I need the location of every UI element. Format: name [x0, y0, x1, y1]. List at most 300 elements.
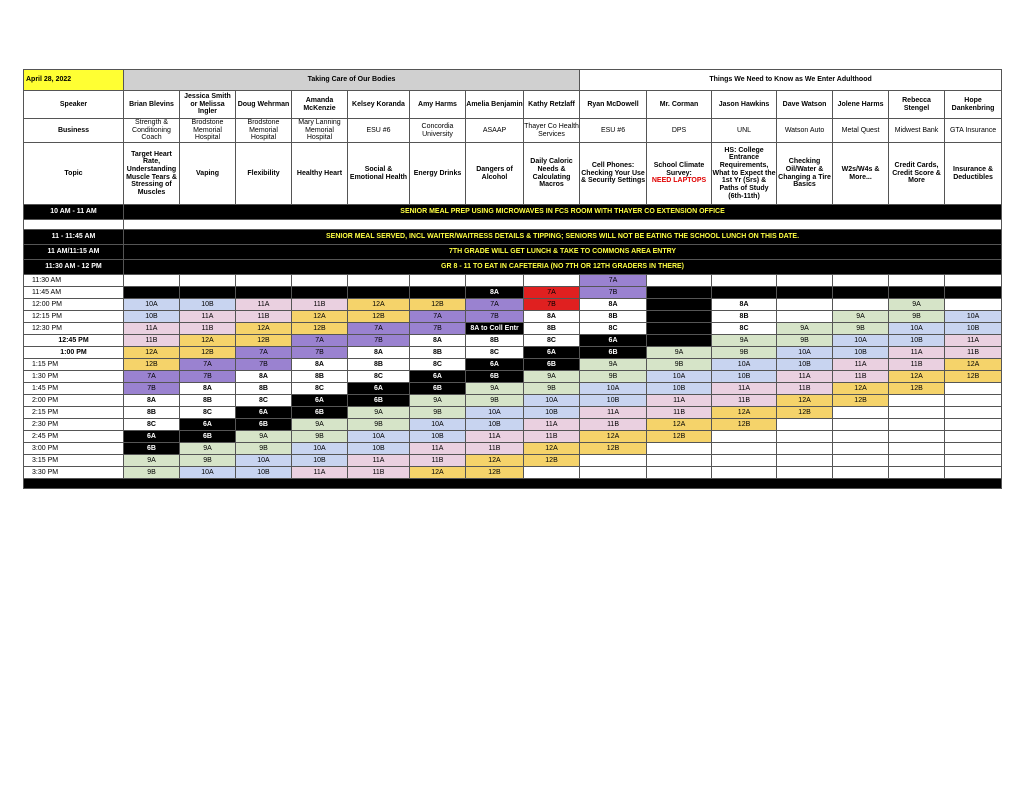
- schedule-cell: 7B: [410, 323, 466, 335]
- topic-label: W2s/W4s & More...: [841, 165, 880, 181]
- schedule-cell: 12A: [889, 371, 945, 383]
- schedule-cell: 6A: [466, 359, 524, 371]
- section-title-bodies: Taking Care of Our Bodies: [124, 70, 580, 91]
- schedule-cell: [712, 443, 777, 455]
- schedule-cell: 11B: [410, 455, 466, 467]
- schedule-cell: [945, 443, 1002, 455]
- schedule-cell: 9A: [647, 347, 712, 359]
- schedule-cell: 7A: [236, 347, 292, 359]
- topic-label: Credit Cards, Credit Score & More: [892, 162, 941, 185]
- schedule-cell: 12A: [647, 419, 712, 431]
- time-slot: 11:30 AM: [24, 275, 124, 287]
- speaker-name: Amelia Benjamin: [466, 91, 524, 119]
- schedule-cell: [777, 455, 833, 467]
- schedule-cell: 8C: [410, 359, 466, 371]
- schedule-cell: 8B: [180, 395, 236, 407]
- schedule-cell: [945, 407, 1002, 419]
- schedule-cell: 11A: [712, 383, 777, 395]
- schedule-cell: 10B: [580, 395, 647, 407]
- speaker-name: Amy Harms: [410, 91, 466, 119]
- schedule-cell: [647, 455, 712, 467]
- schedule-cell: 8B: [524, 323, 580, 335]
- business-name: ESU #6: [580, 119, 647, 143]
- schedule-cell: 12A: [466, 455, 524, 467]
- schedule-cell: 8A: [580, 299, 647, 311]
- schedule-cell: [889, 419, 945, 431]
- schedule-cell: 12A: [945, 359, 1002, 371]
- topic-text: [777, 143, 833, 205]
- schedule-cell: [833, 419, 889, 431]
- schedule-cell: 9B: [712, 347, 777, 359]
- banner-text-3: 7TH GRADE WILL GET LUNCH & TAKE TO COMMONS AREA ENTRY: [124, 245, 1002, 260]
- schedule-cell: [124, 287, 180, 299]
- time-slot: 1:45 PM: [24, 383, 124, 395]
- schedule-cell: 6B: [466, 371, 524, 383]
- business-name: UNL: [712, 119, 777, 143]
- schedule-cell: 12B: [945, 371, 1002, 383]
- schedule-cell: 10B: [889, 335, 945, 347]
- schedule-cell: 11B: [647, 407, 712, 419]
- schedule-cell: 8C: [348, 371, 410, 383]
- schedule-cell: [647, 443, 712, 455]
- topic-text: [124, 143, 180, 205]
- schedule-cell: 6B: [524, 359, 580, 371]
- schedule-cell: 12B: [889, 383, 945, 395]
- schedule-cell: 10B: [236, 467, 292, 479]
- schedule-cell: 11B: [466, 443, 524, 455]
- banner-time-2: 11 - 11:45 AM: [24, 230, 124, 245]
- time-slot: 12:45 PM: [24, 335, 124, 347]
- time-slot: 2:30 PM: [24, 419, 124, 431]
- schedule-cell: 9B: [647, 359, 712, 371]
- schedule-cell: 9B: [292, 431, 348, 443]
- schedule-cell: 8C: [124, 419, 180, 431]
- business-name: Watson Auto: [777, 119, 833, 143]
- schedule-cell: [945, 395, 1002, 407]
- schedule-cell: 11B: [236, 311, 292, 323]
- schedule-cell: [945, 467, 1002, 479]
- banner-text-4: GR 8 - 11 TO EAT IN CAFETERIA (NO 7TH OR 12TH GRADERS IN THERE): [124, 260, 1002, 275]
- time-slot: 11:45 AM: [24, 287, 124, 299]
- speaker-name: Dave Watson: [777, 91, 833, 119]
- schedule-cell: [889, 275, 945, 287]
- business-name: Brodstone Memorial Hospital: [236, 119, 292, 143]
- speaker-row-label: Speaker: [24, 91, 124, 119]
- schedule-cell: 7B: [292, 347, 348, 359]
- schedule-cell: [945, 431, 1002, 443]
- schedule-cell: 10B: [410, 431, 466, 443]
- schedule-cell: 7A: [124, 371, 180, 383]
- schedule-cell: [466, 275, 524, 287]
- speaker-name: Brian Blevins: [124, 91, 180, 119]
- topic-text: [524, 143, 580, 205]
- table-row: [24, 419, 1002, 431]
- schedule-cell: 8A: [524, 311, 580, 323]
- topic-text: [292, 143, 348, 205]
- topic-text: [945, 143, 1002, 205]
- schedule-cell: [833, 299, 889, 311]
- schedule-cell: [180, 287, 236, 299]
- schedule-cell: 10A: [524, 395, 580, 407]
- schedule-cell: 12B: [180, 347, 236, 359]
- schedule-cell: 10B: [180, 299, 236, 311]
- schedule-cell: 8A: [292, 359, 348, 371]
- table-row: [24, 347, 1002, 359]
- schedule-cell: [712, 287, 777, 299]
- schedule-cell: 6B: [348, 395, 410, 407]
- schedule-cell: [777, 299, 833, 311]
- schedule-cell: [833, 287, 889, 299]
- schedule-cell: 7A: [292, 335, 348, 347]
- schedule-cell: 10B: [292, 455, 348, 467]
- schedule-cell: 6A: [348, 383, 410, 395]
- schedule-cell: 8A: [124, 395, 180, 407]
- schedule-cell: 9A: [524, 371, 580, 383]
- schedule-cell: [945, 455, 1002, 467]
- schedule-cell: [236, 287, 292, 299]
- banner-time-1: 10 AM - 11 AM: [24, 205, 124, 220]
- schedule-cell: 6B: [580, 347, 647, 359]
- schedule-cell: 8A: [348, 347, 410, 359]
- schedule-cell: 9A: [466, 383, 524, 395]
- schedule-cell: 11B: [833, 371, 889, 383]
- schedule-cell: 10A: [180, 467, 236, 479]
- speaker-name: Kelsey Koranda: [348, 91, 410, 119]
- schedule-cell: [712, 431, 777, 443]
- schedule-cell: 11A: [777, 371, 833, 383]
- schedule-cell: 9A: [180, 443, 236, 455]
- schedule-cell: 11A: [410, 443, 466, 455]
- schedule-cell: 8A: [410, 335, 466, 347]
- schedule-cell: 12A: [580, 431, 647, 443]
- schedule-cell: 10B: [945, 323, 1002, 335]
- time-slot: 2:00 PM: [24, 395, 124, 407]
- schedule-cell: [945, 419, 1002, 431]
- schedule-cell: 9A: [833, 311, 889, 323]
- schedule-cell: 8B: [466, 335, 524, 347]
- time-slot: 3:00 PM: [24, 443, 124, 455]
- schedule-cell: [647, 335, 712, 347]
- schedule-cell: 6A: [236, 407, 292, 419]
- schedule-cell: [524, 275, 580, 287]
- schedule-cell: 12A: [292, 311, 348, 323]
- schedule-cell: 8C: [236, 395, 292, 407]
- schedule-cell: 10A: [292, 443, 348, 455]
- schedule-cell: 9B: [466, 395, 524, 407]
- topic-text: [833, 143, 889, 205]
- gap-cell: [24, 220, 124, 230]
- business-name: ESU #6: [348, 119, 410, 143]
- time-slot: 12:00 PM: [24, 299, 124, 311]
- schedule-cell: 6A: [580, 335, 647, 347]
- time-slot: 1:30 PM: [24, 371, 124, 383]
- schedule-cell: [889, 395, 945, 407]
- schedule-cell: 8A: [712, 299, 777, 311]
- schedule-cell: 12A: [180, 335, 236, 347]
- gap-cell: [124, 220, 1002, 230]
- topic-text: [466, 143, 524, 205]
- schedule-cell: [833, 431, 889, 443]
- schedule-cell: 10A: [348, 431, 410, 443]
- schedule-cell: 12B: [833, 395, 889, 407]
- schedule-cell: 11A: [348, 455, 410, 467]
- schedule-cell: 6A: [292, 395, 348, 407]
- speaker-name: Mr. Corman: [647, 91, 712, 119]
- schedule-cell: 12A: [236, 323, 292, 335]
- topic-label: Energy Drinks: [413, 169, 462, 177]
- schedule-cell: 11A: [466, 431, 524, 443]
- schedule-cell: 12A: [833, 383, 889, 395]
- schedule-cell: 7A: [580, 275, 647, 287]
- schedule-table: [23, 69, 1002, 489]
- topic-text: [180, 143, 236, 205]
- schedule-cell: 11B: [777, 383, 833, 395]
- schedule-cell: [889, 431, 945, 443]
- schedule-cell: 10A: [833, 335, 889, 347]
- banner-text-2: SENIOR MEAL SERVED, INCL WAITER/WAITRESS DETAILS & TIPPING; SENIORS WILL NOT BE EATING THE SCHOOL LUNCH ON THIS DATE.: [124, 230, 1002, 245]
- schedule-cell: [945, 299, 1002, 311]
- time-slot: 3:15 PM: [24, 455, 124, 467]
- schedule-cell: 11A: [833, 359, 889, 371]
- schedule-cell: 11B: [348, 467, 410, 479]
- schedule-cell: 6B: [180, 431, 236, 443]
- table-row: [24, 467, 1002, 479]
- schedule-cell: 6A: [180, 419, 236, 431]
- schedule-cell: [647, 323, 712, 335]
- schedule-cell: 9A: [889, 299, 945, 311]
- schedule-cell: 10A: [236, 455, 292, 467]
- schedule-cell: 8C: [524, 335, 580, 347]
- schedule-cell: 8C: [580, 323, 647, 335]
- table-row: [24, 311, 1002, 323]
- topic-text: [712, 143, 777, 205]
- time-slot: 1:00 PM: [24, 347, 124, 359]
- schedule-cell: 11A: [647, 395, 712, 407]
- schedule-cell: 8C: [292, 383, 348, 395]
- table-row: [24, 359, 1002, 371]
- schedule-cell: 8A: [466, 287, 524, 299]
- schedule-cell: [833, 443, 889, 455]
- schedule-cell: 10B: [833, 347, 889, 359]
- schedule-cell: 10A: [647, 371, 712, 383]
- business-name: DPS: [647, 119, 712, 143]
- topic-label: School Climate Survey:: [653, 162, 705, 177]
- schedule-cell: 12B: [647, 431, 712, 443]
- schedule-cell: 11A: [524, 419, 580, 431]
- schedule-cell: [777, 419, 833, 431]
- business-name: ASAAP: [466, 119, 524, 143]
- time-slot: 2:15 PM: [24, 407, 124, 419]
- schedule-cell: 11B: [124, 335, 180, 347]
- schedule-cell: 8C: [180, 407, 236, 419]
- table-row: [24, 455, 1002, 467]
- schedule-cell: [889, 287, 945, 299]
- schedule-cell: 11B: [889, 359, 945, 371]
- topic-label: Insurance & Deductibles: [953, 165, 994, 181]
- table-row: [24, 443, 1002, 455]
- schedule-cell: 8A: [180, 383, 236, 395]
- table-row: [24, 371, 1002, 383]
- topic-note: NEED LAPTOPS: [651, 177, 707, 185]
- schedule-cell: 8B: [348, 359, 410, 371]
- table-row: [24, 323, 1002, 335]
- schedule-cell: 7B: [124, 383, 180, 395]
- topic-label: Cell Phones: Checking Your Use & Security Settings: [580, 162, 646, 185]
- schedule-cell: 12A: [348, 299, 410, 311]
- speaker-name: Amanda McKenzie: [292, 91, 348, 119]
- topic-label: Social & Emotional Health: [349, 165, 408, 181]
- topic-label: Dangers of Alcohol: [476, 165, 513, 181]
- schedule-cell: 12A: [712, 407, 777, 419]
- schedule-cell: [292, 287, 348, 299]
- schedule-cell: [889, 455, 945, 467]
- time-slot: 12:15 PM: [24, 311, 124, 323]
- topic-text: [889, 143, 945, 205]
- table-row: [24, 335, 1002, 347]
- schedule-cell: 11A: [292, 467, 348, 479]
- schedule-cell: 10A: [712, 359, 777, 371]
- topic-label: Daily Caloric Needs & Calculating Macros: [530, 158, 573, 189]
- schedule-cell: 9B: [777, 335, 833, 347]
- schedule-cell: [410, 287, 466, 299]
- schedule-cell: 11B: [292, 299, 348, 311]
- speaker-name: Hope Dankenbring: [945, 91, 1002, 119]
- schedule-cell: 8C: [466, 347, 524, 359]
- schedule-cell: 12B: [236, 335, 292, 347]
- table-row: [24, 431, 1002, 443]
- schedule-cell: [647, 311, 712, 323]
- schedule-cell: 10B: [524, 407, 580, 419]
- topic-text: [348, 143, 410, 205]
- schedule-cell: 7B: [348, 335, 410, 347]
- schedule-cell: 12A: [524, 443, 580, 455]
- schedule-cell: [712, 467, 777, 479]
- schedule-cell: 11A: [889, 347, 945, 359]
- schedule-cell: [945, 287, 1002, 299]
- schedule-cell: 6B: [124, 443, 180, 455]
- schedule-cell: 7B: [236, 359, 292, 371]
- banner-text-1: SENIOR MEAL PREP USING MICROWAVES IN FCS ROOM WITH THAYER CO EXTENSION OFFICE: [124, 205, 1002, 220]
- schedule-cell: 12B: [348, 311, 410, 323]
- schedule-cell: 10B: [348, 443, 410, 455]
- table-row: [24, 383, 1002, 395]
- schedule-cell: 10B: [466, 419, 524, 431]
- schedule-cell: [777, 275, 833, 287]
- schedule-cell: 8B: [236, 383, 292, 395]
- schedule-cell: [889, 443, 945, 455]
- schedule-cell: 12B: [580, 443, 647, 455]
- business-name: Metal Quest: [833, 119, 889, 143]
- schedule-cell: [647, 467, 712, 479]
- schedule-cell: 9B: [410, 407, 466, 419]
- schedule-cell: 7B: [524, 299, 580, 311]
- business-row-label: Business: [24, 119, 124, 143]
- schedule-cell: 9A: [580, 359, 647, 371]
- topic-label: Healthy Heart: [296, 169, 343, 177]
- schedule-cell: 7A: [466, 299, 524, 311]
- schedule-cell: [647, 299, 712, 311]
- speaker-name: Jessica Smith or Melissa Ingler: [180, 91, 236, 119]
- schedule-cell: 9B: [236, 443, 292, 455]
- schedule-cell: 10B: [647, 383, 712, 395]
- schedule-cell: 10A: [889, 323, 945, 335]
- schedule-cell: 12A: [124, 347, 180, 359]
- schedule-cell: 11B: [712, 395, 777, 407]
- schedule-cell: [833, 467, 889, 479]
- time-slot: 1:15 PM: [24, 359, 124, 371]
- topic-text: [410, 143, 466, 205]
- schedule-cell: 12B: [777, 407, 833, 419]
- schedule-cell: 12A: [777, 395, 833, 407]
- schedule-cell: [647, 275, 712, 287]
- schedule-cell: [945, 275, 1002, 287]
- schedule-cell: [833, 407, 889, 419]
- schedule-cell: [236, 275, 292, 287]
- schedule-cell: 12B: [466, 467, 524, 479]
- business-name: Brodstone Memorial Hospital: [180, 119, 236, 143]
- schedule-cell: 11A: [236, 299, 292, 311]
- schedule-cell: 8B: [580, 311, 647, 323]
- schedule-cell: 8A: [236, 371, 292, 383]
- schedule-cell: 6B: [410, 383, 466, 395]
- schedule-cell: 9A: [712, 335, 777, 347]
- schedule-cell: 12B: [410, 299, 466, 311]
- schedule-cell: 7A: [524, 287, 580, 299]
- business-name: Mary Lanning Memorial Hospital: [292, 119, 348, 143]
- table-row: [24, 407, 1002, 419]
- schedule-cell: [124, 275, 180, 287]
- schedule-cell: [777, 287, 833, 299]
- table-row: [24, 395, 1002, 407]
- schedule-cell: 6A: [410, 371, 466, 383]
- schedule-cell: [889, 467, 945, 479]
- schedule-cell: 8C: [712, 323, 777, 335]
- schedule-cell: 12B: [124, 359, 180, 371]
- schedule-cell: 12A: [410, 467, 466, 479]
- business-name: Thayer Co Health Services: [524, 119, 580, 143]
- topic-label: Vaping: [196, 169, 219, 177]
- schedule-cell: 10B: [712, 371, 777, 383]
- time-slot: 2:45 PM: [24, 431, 124, 443]
- speaker-name: Rebecca Stengel: [889, 91, 945, 119]
- schedule-cell: 11A: [580, 407, 647, 419]
- schedule-cell: 9A: [348, 407, 410, 419]
- schedule-cell: 10B: [777, 359, 833, 371]
- schedule-cell: [410, 275, 466, 287]
- speaker-name: Jolene Harms: [833, 91, 889, 119]
- schedule-cell: 8B: [124, 407, 180, 419]
- schedule-cell: [348, 287, 410, 299]
- schedule-cell: 9B: [124, 467, 180, 479]
- schedule-cell: 11B: [180, 323, 236, 335]
- business-name: GTA Insurance: [945, 119, 1002, 143]
- schedule-cell: 6A: [524, 347, 580, 359]
- schedule-cell: 9A: [292, 419, 348, 431]
- schedule-cell: 11B: [945, 347, 1002, 359]
- schedule-cell: 11A: [180, 311, 236, 323]
- schedule-cell: 9A: [410, 395, 466, 407]
- speaker-name: Doug Wehrman: [236, 91, 292, 119]
- section-title-adulthood: Things We Need to Know as We Enter Adulthood: [580, 70, 1002, 91]
- schedule-cell: [712, 455, 777, 467]
- table-row: [24, 287, 1002, 299]
- speaker-name: Jason Hawkins: [712, 91, 777, 119]
- schedule-cell: 7B: [466, 311, 524, 323]
- schedule-cell: [777, 431, 833, 443]
- schedule-cell: 9B: [833, 323, 889, 335]
- schedule-cell: [945, 383, 1002, 395]
- schedule-cell: [348, 275, 410, 287]
